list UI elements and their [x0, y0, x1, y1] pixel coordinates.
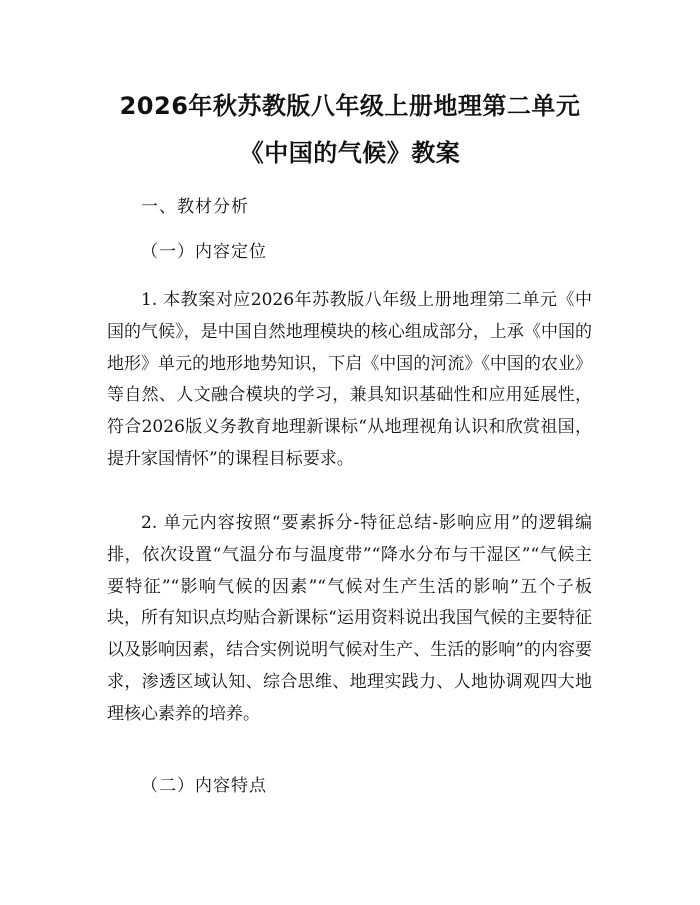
paragraph-2: 2. 单元内容按照“要素拆分-特征总结-影响应用”的逻辑编排，依次设置“气温分布与温度带”“降水分布与干湿区”“气候主要特征”“影响气候的因素”“气候对生产生活的影响”五个子板块，所有知识点均贴合新课标“运用资料说出我国气候的主要特征以及影响因素，结合实例说明气候对生产、生活的影响”的内容要求，渗透区域认知、综合思维、地理实践力、人地协调观四大地理核心素养的培养。: [107, 513, 592, 724]
paragraph-1: 1. 本教案对应2026年苏教版八年级上册地理第二单元《中国的气候》，是中国自然地理模块的核心组成部分，上承《中国的地形》单元的地形地势知识，下启《中国的河流》《中国的农业》等自然、人文融合模块的学习，兼具知识基础性和应用延展性，符合2026版义务教育地理新课标“从地理视角认识和欣赏祖国，提升家国情怀”的课程目标要求。: [107, 290, 592, 469]
document-title-line-1: 2026年秋苏教版八年级上册地理第二单元: [119, 92, 581, 120]
document-title-line-2: 《中国的气候》教案: [239, 139, 461, 167]
section-heading-teaching-material-analysis: 一、教材分析: [141, 197, 249, 217]
subsection-heading-content-features: （二）内容特点: [141, 776, 267, 796]
subsection-heading-content-positioning: （一）内容定位: [141, 242, 267, 262]
